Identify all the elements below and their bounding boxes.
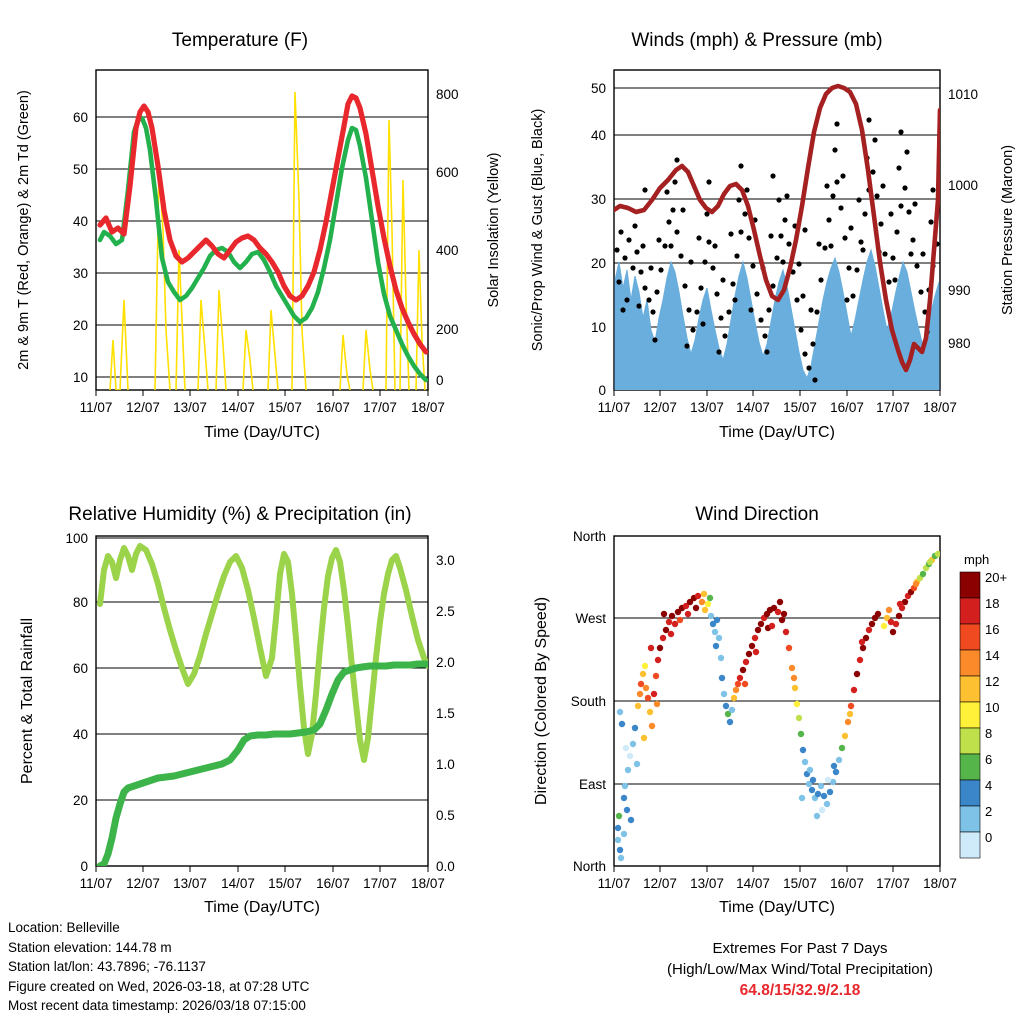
- winds-ytick-30: 30: [590, 192, 606, 207]
- pressure-ytick-1010: 1010: [948, 87, 979, 102]
- solar-ytick-200: 200: [436, 322, 459, 337]
- precip-ytick-00: 0.0: [436, 859, 455, 874]
- winddir-ytick-north-bottom: North: [572, 859, 606, 874]
- winds-ytick-40: 40: [590, 128, 606, 143]
- winds-ytick-20: 20: [590, 256, 606, 271]
- station-metadata: [8, 918, 309, 1016]
- colorbar-title: mph: [964, 552, 990, 567]
- winddir-xtick-3: 14/07: [736, 876, 770, 891]
- temperature-xtick-7: 18/07: [411, 400, 445, 415]
- winddir-xlabel: Time (Day/UTC): [719, 899, 835, 916]
- winds-ytick-10: 10: [590, 320, 606, 335]
- winddir-ytick-north-top: North: [572, 529, 606, 544]
- colorbar-label-3: 14: [985, 648, 1000, 663]
- precip-ytick-25: 2.5: [436, 604, 455, 619]
- pressure-ytick-990: 990: [948, 283, 971, 298]
- station-latlon: Station lat/lon: 43.7896; -76.1137: [8, 959, 206, 974]
- winds-series: [614, 86, 940, 390]
- colorbar-label-5: 10: [985, 700, 1000, 715]
- winds-xtick-3: 14/07: [736, 400, 770, 415]
- winddir-xtick-6: 17/07: [876, 876, 910, 891]
- temperature-xtick-3: 14/07: [221, 400, 255, 415]
- winds-ytick-50: 50: [590, 81, 606, 96]
- pressure-ytick-980: 980: [948, 336, 971, 351]
- humidity-xtick-0: 11/07: [79, 876, 113, 891]
- winddir-xtick-1: 12/07: [643, 876, 677, 891]
- wind-speed-colorbar: [960, 552, 1007, 858]
- temperature-xtick-1: 12/07: [126, 400, 160, 415]
- colorbar-label-10: 0: [985, 830, 993, 845]
- temperature-ytick-60: 60: [72, 110, 88, 125]
- colorbar-swatch-16: [960, 624, 980, 650]
- winddir-xtick-7: 18/07: [923, 876, 957, 891]
- humidity-xtick-5: 16/07: [316, 876, 350, 891]
- colorbar-swatch-14: [960, 650, 980, 676]
- winds-panel: [512, 0, 1024, 440]
- temperature-title: Temperature (F): [171, 30, 309, 51]
- winddir-ylabel-left: Direction (Colored By Speed): [533, 596, 550, 806]
- humidity-xtick-4: 15/07: [268, 876, 302, 891]
- winds-xtick-0: 11/07: [597, 400, 631, 415]
- precip-ytick-05: 0.5: [436, 808, 455, 823]
- winddir-ytick-south: South: [570, 694, 606, 709]
- station-elevation: Station elevation: 144.78 m: [8, 939, 172, 955]
- station-location: Location: Belleville: [8, 920, 120, 935]
- winddir-ytick-west: West: [575, 611, 606, 626]
- temperature-xtick-2: 13/07: [173, 400, 207, 415]
- most-recent-timestamp: Most recent data timestamp: 2026/03/18 07:15:00: [8, 998, 306, 1013]
- solar-insolation-curve: [110, 92, 425, 390]
- solar-ytick-600: 600: [436, 165, 459, 180]
- colorbar-swatch-10: [960, 702, 980, 728]
- winddir-ytick-east: East: [578, 777, 606, 792]
- colorbar-label-2: 16: [985, 622, 1000, 637]
- colorbar-label-4: 12: [985, 674, 1000, 689]
- temperature-xtick-4: 15/07: [268, 400, 302, 415]
- precip-ytick-30: 3.0: [436, 553, 455, 568]
- humidity-ytick-80: 80: [72, 595, 88, 610]
- winddir-xtick-4: 15/07: [783, 876, 817, 891]
- solar-ytick-800: 800: [436, 87, 459, 102]
- colorbar-swatch-12: [960, 676, 980, 702]
- humidity-xtick-3: 14/07: [221, 876, 255, 891]
- colorbar-swatch-20plus: [960, 572, 980, 598]
- wind-direction-panel: [512, 498, 1024, 918]
- winddir-xtick-5: 16/07: [830, 876, 864, 891]
- colorbar-swatch-6: [960, 754, 980, 780]
- extremes-subheading: (High/Low/Max Wind/Total Precipitation): [667, 961, 933, 978]
- humidity-ytick-100: 100: [65, 531, 88, 546]
- winds-xtick-1: 12/07: [643, 400, 677, 415]
- precip-ytick-20: 2.0: [436, 655, 455, 670]
- colorbar-label-0: 20+: [985, 570, 1008, 585]
- solar-ytick-400: 400: [436, 243, 459, 258]
- winds-ylabel-left: Sonic/Prop Wind & Gust (Blue, Black): [530, 108, 546, 352]
- humidity-plot-frame: [96, 536, 428, 866]
- humidity-xtick-7: 18/07: [411, 876, 445, 891]
- winds-title: Winds (mph) & Pressure (mb): [631, 30, 883, 51]
- winds-xtick-6: 17/07: [876, 400, 910, 415]
- extremes-summary: [610, 938, 990, 1001]
- colorbar-label-9: 2: [985, 804, 993, 819]
- winds-xtick-4: 15/07: [783, 400, 817, 415]
- extremes-values: 64.8/15/32.9/2.18: [739, 982, 861, 999]
- colorbar-swatch-4: [960, 780, 980, 806]
- humidity-xtick-6: 17/07: [363, 876, 397, 891]
- solar-ytick-0: 0: [436, 373, 444, 388]
- humidity-ytick-60: 60: [72, 661, 88, 676]
- winddir-xtick-2: 13/07: [690, 876, 724, 891]
- humidity-xlabel: Time (Day/UTC): [204, 899, 320, 916]
- temperature-plot-frame: [96, 70, 428, 390]
- colorbar-swatch-8: [960, 728, 980, 754]
- winds-xlabel: Time (Day/UTC): [719, 424, 835, 440]
- temperature-xtick-6: 17/07: [363, 400, 397, 415]
- winds-ylabel-right: Station Pressure (Maroon): [1000, 144, 1016, 316]
- humidity-ytick-20: 20: [72, 793, 88, 808]
- humidity-panel: [0, 498, 512, 918]
- winds-xtick-2: 13/07: [690, 400, 724, 415]
- humidity-ytick-0: 0: [80, 859, 88, 874]
- humidity-xtick-1: 12/07: [126, 876, 160, 891]
- colorbar-swatch-18: [960, 598, 980, 624]
- temperature-ytick-10: 10: [72, 370, 88, 385]
- colorbar-label-7: 6: [985, 752, 993, 767]
- winds-ytick-0: 0: [598, 383, 606, 398]
- humidity-xtick-2: 13/07: [173, 876, 207, 891]
- winddir-xtick-0: 11/07: [597, 876, 631, 891]
- temperature-xlabel: Time (Day/UTC): [204, 424, 320, 440]
- temperature-ytick-30: 30: [72, 266, 88, 281]
- figure-created: Figure created on Wed, 2026-03-18, at 07:28 UTC: [8, 978, 310, 994]
- temperature-ytick-20: 20: [72, 318, 88, 333]
- wind-direction-title: Wind Direction: [695, 504, 819, 525]
- temperature-xtick-0: 11/07: [79, 400, 113, 415]
- temperature-ytick-40: 40: [72, 214, 88, 229]
- temperature-xtick-5: 16/07: [316, 400, 350, 415]
- colorbar-label-1: 18: [985, 596, 1000, 611]
- temperature-ylabel-left: 2m & 9m T (Red, Orange) & 2m Td (Green): [16, 90, 32, 370]
- colorbar-swatch-0: [960, 832, 980, 858]
- total-rainfall-curve: [100, 664, 428, 866]
- humidity-ytick-40: 40: [72, 727, 88, 742]
- pressure-ytick-1000: 1000: [948, 178, 979, 193]
- winds-xtick-7: 18/07: [923, 400, 957, 415]
- colorbar-label-6: 8: [985, 726, 993, 741]
- relative-humidity-curve: [100, 546, 428, 760]
- colorbar-swatch-2: [960, 806, 980, 832]
- wind-direction-scatter: [615, 551, 941, 861]
- humidity-series: [100, 546, 428, 866]
- precip-ytick-10: 1.0: [436, 757, 455, 772]
- winds-xtick-5: 16/07: [830, 400, 864, 415]
- colorbar-label-8: 4: [985, 778, 993, 793]
- temperature-series: [100, 92, 426, 390]
- temperature-panel: [0, 0, 512, 440]
- humidity-ylabel-left: Percent & Total Rainfall: [19, 617, 36, 785]
- humidity-title: Relative Humidity (%) & Precipitation (in): [68, 504, 412, 525]
- temperature-ylabel-right: Solar Insolation (Yellow): [486, 152, 502, 308]
- extremes-heading: Extremes For Past 7 Days: [712, 940, 888, 957]
- precip-ytick-15: 1.5: [436, 706, 455, 721]
- temperature-ytick-50: 50: [72, 162, 88, 177]
